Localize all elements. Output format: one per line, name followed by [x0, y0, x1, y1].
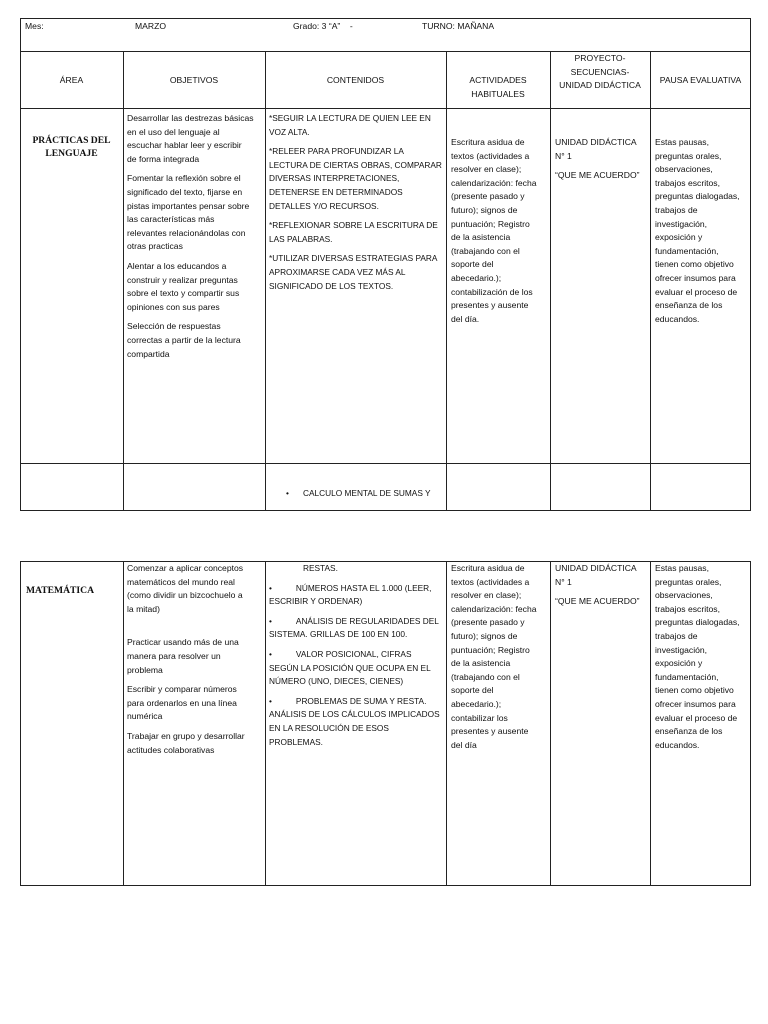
objetivos-practicas	[127, 112, 265, 367]
column-header-proyecto	[550, 52, 650, 93]
text-line: compartida	[127, 348, 170, 359]
text-line: manera para resolver un	[127, 650, 221, 661]
column-header-area: ÁREA	[59, 75, 84, 85]
text-line: calendarización: fecha	[451, 177, 537, 188]
bullet-icon: •	[269, 582, 272, 593]
actividades-matematica	[451, 562, 549, 752]
text-line: (presente pasado y	[451, 191, 525, 202]
objetivo-item	[127, 562, 265, 616]
text-line: actitudes colaborativas	[127, 744, 215, 755]
contenido-item	[269, 112, 445, 139]
text-line: soporte del	[451, 685, 494, 696]
text-line: enseñanza de los	[655, 300, 723, 311]
objetivo-item	[127, 320, 265, 361]
col-divider	[650, 561, 651, 886]
objetivo-item	[127, 636, 265, 677]
contenido-item	[269, 145, 445, 213]
text-line: investigación,	[655, 218, 708, 229]
text-line: Comenzar a aplicar conceptos	[127, 563, 244, 573]
contenidos-practicas	[269, 112, 445, 299]
text-line: del día.	[451, 313, 480, 324]
text-line: *SEGUIR LA LECTURA DE QUIEN LEE EN	[269, 113, 431, 123]
contenido-item	[269, 562, 445, 576]
text-line	[269, 582, 445, 596]
column-header-objetivos: OBJETIVOS	[169, 75, 219, 85]
column-header-actividades-line: HABITUALES	[471, 88, 525, 99]
text-line: preguntas orales,	[655, 150, 722, 161]
actividades-practicas	[451, 136, 549, 326]
text-line: textos (actividades a	[451, 150, 530, 161]
text-line: ESCRIBIR Y ORDENAR)	[269, 596, 363, 607]
col-divider	[550, 51, 551, 511]
text-line: matemáticos del mundo real	[127, 576, 235, 587]
text-line: Selección de respuestas	[127, 321, 221, 332]
text-line: (como dividir un bizcochuelo a	[127, 590, 243, 601]
text-line	[269, 695, 445, 709]
text-line: LAS PALABRAS.	[269, 233, 333, 244]
col-divider	[446, 561, 447, 886]
text-line: futuro); signos de	[451, 630, 518, 641]
objetivo-item	[127, 730, 265, 757]
text-line: preguntas dialogadas,	[655, 617, 740, 628]
text-line: “QUE ME ACUERDO”	[555, 596, 640, 607]
text-line	[269, 615, 445, 629]
text-line: (trabajando con el	[451, 671, 520, 682]
text-line: del día	[451, 739, 477, 750]
area-practicas-del-lenguaje	[20, 135, 123, 160]
text-line: significado del texto, fijarse en	[127, 186, 243, 197]
text-line: Practicar usando más de una	[127, 637, 239, 648]
text-line: enseñanza de los	[655, 726, 723, 737]
text-line: futuro); signos de	[451, 204, 518, 215]
text-line: UNIDAD DIDÁCTICA	[555, 563, 637, 573]
row-divider	[20, 108, 751, 109]
text-line: SEGÚN LA POSICIÓN QUE OCUPA EN EL	[269, 662, 431, 673]
text-line: correctas a partir de la lectura	[127, 334, 241, 345]
proyecto-item	[555, 136, 649, 163]
text-line: N° 1	[555, 150, 572, 161]
text-line: relevantes relacionándolas con	[127, 227, 246, 238]
text-line: otras practicas	[127, 241, 183, 252]
text-line: problema	[127, 664, 163, 675]
text-line: abecedario.);	[451, 698, 502, 709]
area-matematica: MATEMÁTICA	[25, 585, 95, 596]
text-line: numérica	[127, 711, 163, 722]
proyecto-item	[555, 562, 649, 589]
text-line: sobre el texto y compartir sus	[127, 288, 240, 299]
column-header-contenidos: CONTENIDOS	[326, 75, 385, 85]
text-line: LECTURA DE CIERTAS OBRAS, COMPARAR	[269, 159, 442, 170]
text-line: soporte del	[451, 259, 494, 270]
text-line: trabajos de	[655, 630, 698, 641]
text-line: NÚMERO (UNO, DIECES, CIENES)	[269, 676, 404, 687]
text-line: CALCULO MENTAL DE SUMAS Y	[303, 488, 431, 498]
mes-label: Mes:	[25, 21, 44, 31]
text-line: fundamentación,	[655, 671, 719, 682]
text-line: escuchar hablar leer y escribir	[127, 140, 242, 151]
text-line: fundamentación,	[655, 245, 719, 256]
col-divider	[446, 51, 447, 511]
text-line: tienen como objetivo	[655, 685, 734, 696]
text-line: investigación,	[655, 644, 708, 655]
col-divider	[265, 51, 266, 511]
bullet-icon: •	[269, 648, 272, 659]
text-line: Estas pausas,	[655, 563, 709, 573]
text-line: textos (actividades a	[451, 576, 530, 587]
text-line	[269, 648, 445, 662]
objetivos-matematica	[127, 562, 265, 763]
objetivo-item	[127, 112, 265, 166]
text-line: contabilizar los	[451, 712, 508, 723]
contenidos-matematica	[269, 562, 445, 755]
proyecto-matematica	[555, 562, 649, 615]
text-line: ofrecer insumos para	[655, 272, 736, 283]
text-line: de la asistencia	[451, 232, 511, 243]
area-line: LENGUAJE	[45, 147, 98, 159]
text-line: Escritura asidua de	[451, 563, 525, 573]
text-line: DETALLES Y/O RECURSOS.	[269, 200, 379, 211]
text-line: observaciones,	[655, 164, 713, 175]
contenido-item	[269, 219, 445, 246]
text-line: en el uso del lenguaje al	[127, 126, 220, 137]
col-divider	[550, 561, 551, 886]
text-line: construir y realizar preguntas	[127, 274, 238, 285]
objetivo-item	[127, 260, 265, 314]
col-divider	[265, 561, 266, 886]
text-line: ofrecer insumos para	[655, 698, 736, 709]
bullet-icon: •	[269, 615, 272, 626]
text-line: Alentar a los educandos a	[127, 260, 227, 271]
text-line: tienen como objetivo	[655, 259, 734, 270]
text-line: DETENERSE EN DETERMINADOS	[269, 186, 403, 197]
text-line: evaluar el proceso de	[655, 286, 738, 297]
grado-value: Grado: 3 “A” -	[293, 21, 353, 31]
text-line: Escritura asidua de	[451, 137, 525, 147]
text-line: EN LA RESOLUCIÓN DE ESOS	[269, 722, 389, 733]
text-line: educandos.	[655, 313, 700, 324]
text-line: resolver en clase);	[451, 164, 522, 175]
text-line: preguntas dialogadas,	[655, 191, 740, 202]
text-line: Estas pausas,	[655, 137, 709, 147]
text-span: PROBLEMAS DE SUMA Y RESTA.	[295, 695, 427, 706]
objetivo-item	[127, 172, 265, 254]
text-line: PROBLEMAS.	[269, 736, 323, 747]
proyecto-practicas	[555, 136, 649, 189]
proyecto-item	[555, 169, 649, 183]
text-line: N° 1	[555, 576, 572, 587]
text-line: Fomentar la reflexión sobre el	[127, 173, 241, 184]
text-line: Desarrollar las destrezas básicas	[127, 113, 254, 123]
column-header-pausa: PAUSA EVALUATIVA	[659, 75, 742, 85]
text-line: DIVERSAS INTERPRETACIONES,	[269, 173, 400, 184]
text-line: trabajos de	[655, 204, 698, 215]
column-header-proyecto-line: UNIDAD DIDÁCTICA	[559, 80, 641, 91]
text-line: ANÁLISIS DE LOS CÁLCULOS IMPLICADOS	[269, 709, 440, 720]
contenido-item	[269, 252, 445, 293]
bullet-icon: •	[269, 695, 272, 706]
text-line: calendarización: fecha	[451, 603, 537, 614]
text-span: NÚMEROS HASTA EL 1.000 (LEER,	[295, 582, 432, 593]
text-line: SISTEMA. GRILLAS DE 100 EN 100.	[269, 629, 408, 640]
text-line: pistas importantes pensar sobre	[127, 200, 250, 211]
col-divider	[650, 51, 651, 511]
text-line: para ordenarlos en una línea	[127, 697, 237, 708]
text-line: exposición y	[655, 232, 703, 243]
text-line: *RELEER PARA PROFUNDIZAR LA	[269, 146, 404, 157]
text-line: trabajos escritos,	[655, 177, 720, 188]
text-line: opiniones con sus pares	[127, 301, 220, 312]
text-line: Trabajar en grupo y desarrollar	[127, 730, 245, 741]
text-line: educandos.	[655, 739, 700, 750]
text-span: ANÁLISIS DE REGULARIDADES DEL	[295, 615, 439, 626]
contenido-bullet-item	[269, 695, 445, 749]
col-divider	[123, 51, 124, 511]
text-line: presentes y ausente	[451, 726, 529, 737]
text-line: *UTILIZAR DIVERSAS ESTRATEGIAS PARA	[269, 253, 438, 264]
text-line: SIGNIFICADO DE LOS TEXTOS.	[269, 280, 394, 291]
text-line: “QUE ME ACUERDO”	[555, 170, 640, 181]
column-header-proyecto-line: PROYECTO-	[574, 53, 626, 63]
mes-value: MARZO	[135, 21, 167, 31]
text-line: abecedario.);	[451, 272, 502, 283]
text-line: presentes y ausente	[451, 300, 529, 311]
text-line: VOZ ALTA.	[269, 126, 310, 137]
bullet-icon: •	[286, 488, 289, 498]
proyecto-item	[555, 595, 649, 609]
text-line: las características más	[127, 214, 215, 225]
text-line: (trabajando con el	[451, 245, 520, 256]
text-line: (presente pasado y	[451, 617, 525, 628]
text-line: UNIDAD DIDÁCTICA	[555, 137, 637, 147]
text-span: VALOR POSICIONAL, CIFRAS	[295, 648, 412, 659]
text-line: preguntas orales,	[655, 576, 722, 587]
column-header-proyecto-line: SECUENCIAS-	[570, 66, 630, 77]
column-header-actividades	[446, 74, 550, 101]
text-line: la mitad)	[127, 603, 160, 614]
objetivo-item	[127, 683, 265, 724]
text-line: observaciones,	[655, 590, 713, 601]
text-line: RESTAS.	[303, 563, 338, 573]
pausa-matematica	[655, 562, 751, 752]
text-line: puntuación; Registro	[451, 218, 530, 229]
text-line: APROXIMARSE CADA VEZ MÁS AL	[269, 266, 406, 277]
text-line: *REFLEXIONAR SOBRE LA ESCRITURA DE	[269, 220, 438, 231]
contenido-bullet-item	[269, 648, 445, 689]
col-divider	[123, 561, 124, 886]
text-line: trabajos escritos,	[655, 603, 720, 614]
text-line: exposición y	[655, 658, 703, 669]
row-divider	[20, 463, 751, 464]
text-line: puntuación; Registro	[451, 644, 530, 655]
pausa-practicas	[655, 136, 751, 326]
column-header-actividades-line: ACTIVIDADES	[469, 75, 527, 85]
area-line: PRÁCTICAS DEL	[32, 135, 111, 146]
contenido-bullet-item	[269, 582, 445, 609]
text-line: Escribir y comparar números	[127, 684, 237, 695]
text-line: de forma integrada	[127, 153, 200, 164]
text-line: de la asistencia	[451, 658, 511, 669]
text-line: contabilización de los	[451, 286, 533, 297]
text-line: evaluar el proceso de	[655, 712, 738, 723]
contenido-bullet-item	[269, 615, 445, 642]
turno-value: TURNO: MAÑANA	[422, 21, 495, 31]
text-line: resolver en clase);	[451, 590, 522, 601]
